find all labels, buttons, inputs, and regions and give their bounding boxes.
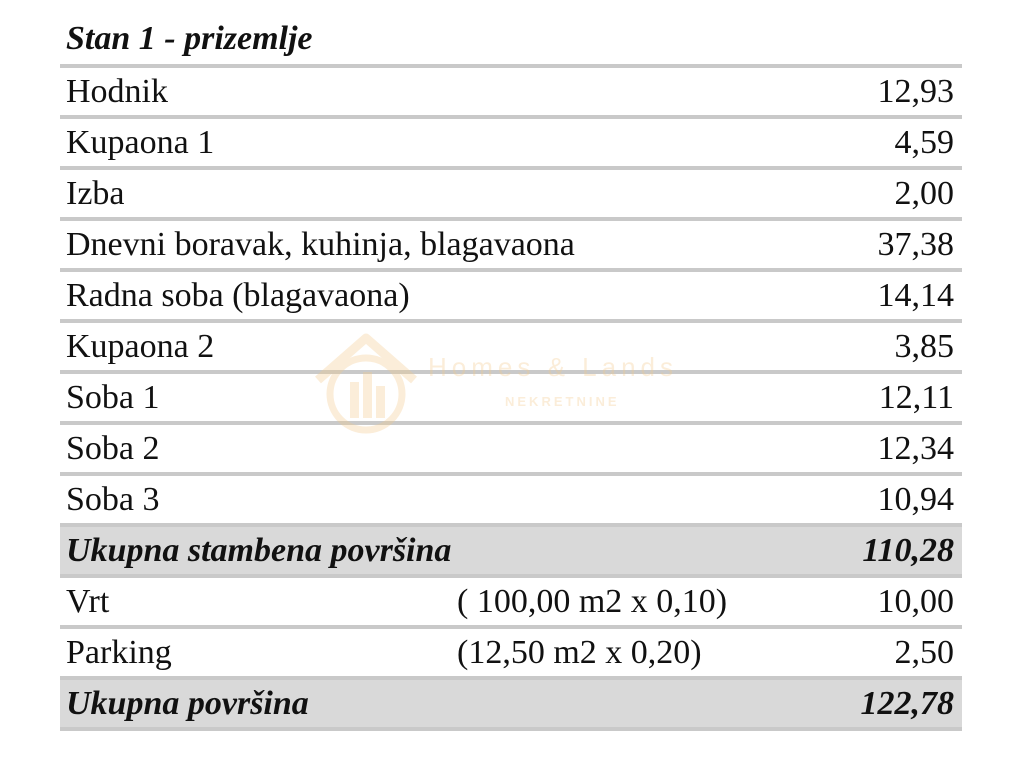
total-value: 122,78 [860, 685, 954, 722]
room-area: 3,85 [894, 328, 954, 365]
room-area: 4,59 [894, 124, 954, 161]
area-table [60, 14, 962, 731]
room-name: Radna soba (blagavaona) [66, 277, 410, 314]
table-row-radna-soba [60, 272, 962, 323]
room-name: Dnevni boravak, kuhinja, blagavaona [66, 226, 575, 263]
room-area: 2,00 [894, 175, 954, 212]
room-area: 12,93 [877, 73, 954, 110]
table-row-dnevni-boravak [60, 221, 962, 272]
extra-area: 10,00 [877, 583, 954, 620]
extra-name: Parking [66, 634, 172, 671]
table-row-kupaona-2 [60, 323, 962, 374]
room-area: 14,14 [877, 277, 954, 314]
table-row-parking [60, 629, 962, 680]
total-value: 110,28 [862, 532, 954, 569]
table-row-soba-3 [60, 476, 962, 527]
table-title: Stan 1 - prizemlje [60, 14, 962, 68]
total-label: Ukupna površina [66, 685, 309, 722]
room-area: 10,94 [877, 481, 954, 518]
watermark-subtitle: NEKRETNINE [505, 394, 620, 409]
extra-calculation: ( 100,00 m2 x 0,10) [457, 583, 728, 620]
living-area-total-row [60, 527, 962, 578]
room-name: Hodnik [66, 73, 168, 110]
table-row-vrt [60, 578, 962, 629]
watermark-brand: Homes & Lands [428, 352, 678, 382]
table-row-kupaona-1 [60, 119, 962, 170]
table-row-soba-2 [60, 425, 962, 476]
table-row-hodnik [60, 68, 962, 119]
room-area: 12,34 [877, 430, 954, 467]
extra-area: 2,50 [894, 634, 954, 671]
extra-calculation: (12,50 m2 x 0,20) [457, 634, 702, 671]
room-name: Kupaona 1 [66, 124, 215, 161]
total-label: Ukupna stambena površina [66, 532, 452, 569]
room-area: 12,11 [878, 379, 954, 416]
table-row-izba [60, 170, 962, 221]
grand-total-row [60, 680, 962, 731]
room-name: Soba 1 [66, 379, 160, 416]
room-area: 37,38 [877, 226, 954, 263]
table-row-soba-1 [60, 374, 962, 425]
room-name: Izba [66, 175, 125, 212]
room-name: Soba 3 [66, 481, 160, 518]
room-name: Kupaona 2 [66, 328, 215, 365]
extra-name: Vrt [66, 583, 110, 620]
room-name: Soba 2 [66, 430, 160, 467]
